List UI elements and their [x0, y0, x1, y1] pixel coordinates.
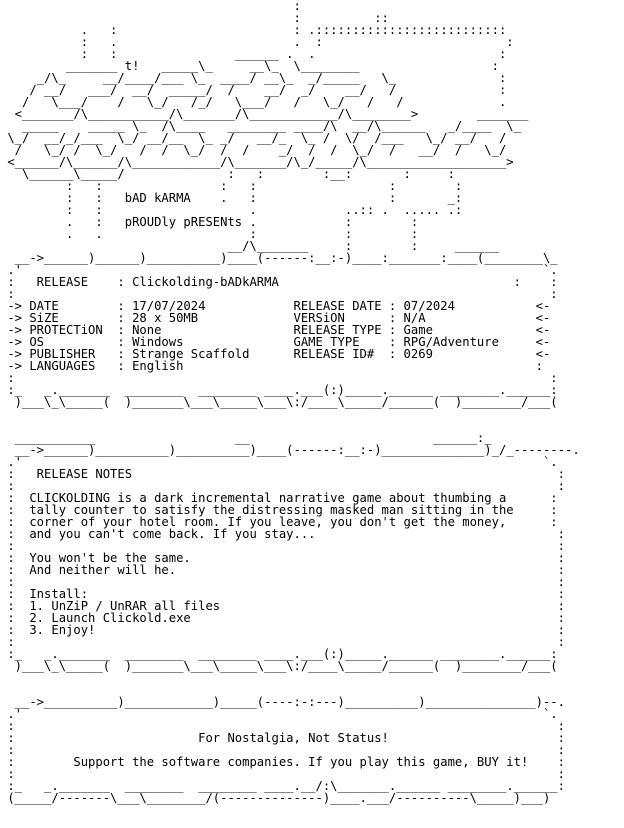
nfo-line: : 2. Launch Clickold.exe : [0, 611, 565, 625]
nfo-line: <______/\______/\____________/\_______/\_/_____/\___________________> [0, 155, 514, 169]
nfo-line: -> PROTECTiON : None RELEASE TYPE : Game <- [0, 323, 551, 337]
nfo-line: . : : .:::::::::::::::::::::::::: [0, 23, 507, 37]
nfo-line: : Install: : [0, 587, 565, 601]
nfo-line: / \___/ / \_/ /_/ \___/ / \_/ / / . [0, 95, 507, 109]
nfo-line: -> LANGUAGES : English : [0, 359, 543, 373]
nfo-line: __/\_______ : : ______ [0, 239, 499, 253]
nfo-line: : and you can't come back. If you stay... : [0, 527, 565, 541]
nfo-line: .' `. [0, 455, 558, 469]
nfo-line: : : . ..:: . ..... .: [0, 203, 463, 217]
nfo-line: : You won't be the same. : [0, 551, 565, 565]
nfo-line: :_ _._______ ________ ________ ____.___(:)_____.______ ________.______: [0, 383, 558, 397]
nfo-line: : :: [0, 11, 389, 25]
nfo-line: _____ _____ \_ /\____ ________ ____/\ __/\______ _/____ \_ [0, 119, 521, 133]
nfo-line: : : [0, 635, 565, 649]
nfo-line: __->______)______)__________)____(------:__:-)____:_______:____(________\_ [0, 251, 558, 265]
nfo-line: : : [0, 719, 565, 733]
nfo-line: : : [0, 539, 565, 553]
nfo-line: : : [0, 479, 565, 493]
nfo-line: _______ t! _____\_ __\_ \________ : [0, 59, 499, 73]
nfo-line: : : ______ . . : [0, 47, 507, 61]
nfo-line: : : : : : : [0, 179, 463, 193]
nfo-line: : : [0, 575, 565, 589]
nfo-line: : RELEASE NOTES : [0, 467, 565, 481]
nfo-line: .' `. [0, 263, 558, 277]
nfo-line: : . . : : [0, 35, 514, 49]
nfo-line: \_/ __/_/___ \_/ __/__ \_ _/ __/_ \_ / \/ /___ \_/ __/ / [0, 131, 507, 145]
nfo-line: ___________ __ ______:_ [0, 431, 492, 445]
nfo-line: :_ _._______ ________ ________ ____.___(:)_____.______ ________.______: [0, 647, 558, 661]
nfo-line: -> DATE : 17/07/2024 RELEASE DATE : 07/2024 <- [0, 299, 551, 313]
nfo-line: _/\_ __/____/___ \_ ____/ __\_ _/_____ \_ : [0, 71, 507, 85]
nfo-line: )___\_\_____( )_______\___\_____\___\:/____\_____/______( )________/___( [0, 659, 558, 673]
nfo-line: : : [0, 767, 565, 781]
nfo-line: )___\_\_____( )_______\___\_____\___\:/____\_____/______( )________/___( [0, 395, 558, 409]
nfo-line: (_____/-------\___\________/(--------------)____.___/----------\_____)___) [0, 791, 551, 805]
nfo-line: . : pROUDly pRESENts . : : [0, 215, 419, 229]
nfo-line: : 1. UnZiP / UnRAR all files : [0, 599, 565, 613]
nfo-line: .' `. [0, 707, 558, 721]
nfo-line: . . : : : [0, 227, 419, 241]
nfo-line: : : bAD kARMA . : : _: [0, 191, 463, 205]
nfo-line: / __/ ___/ __/ _____/ / __/ _/ __/ / : [0, 83, 507, 97]
nfo-line: : Support the software companies. If you play this game, BUY it! : [0, 755, 565, 769]
nfo-line: : tally counter to satisfy the distressing masked man sitting in the : [0, 503, 558, 517]
nfo-line: : RELEASE : Clickolding-bADkARMA : : [0, 275, 558, 289]
nfo-line: : corner of your hotel room. If you leave, you don't get the money, : [0, 515, 558, 529]
nfo-line: -> SiZE : 28 x 50MB VERSiON : N/A <- [0, 311, 551, 325]
nfo-line: \______\_____/ : : :__: : : [0, 167, 455, 181]
nfo-line [0, 672, 624, 684]
nfo-line: : [0, 0, 301, 13]
nfo-line: : 3. Enjoy! : [0, 623, 565, 637]
nfo-line: <_______/\___________/\_______/\____________/\________> _______ [0, 107, 529, 121]
nfo-line: : : [0, 743, 565, 757]
nfo-line: : CLICKOLDING is a dark incremental narrative game about thumbing a : [0, 491, 558, 505]
nfo-line: -> OS : Windows GAME TYPE : RPG/Adventure <- [0, 335, 551, 349]
nfo-line: :_ _._______ ________ ________ ____.__/:\_______.______ ________.______: [0, 779, 565, 793]
nfo-line [0, 408, 624, 420]
nfo-line: __->______)__________)__________)____(------:__:-)______________)_/_--------. [0, 443, 580, 457]
nfo-line: / \_/ / \_/ / / \_/ / / _/ / / \_/ / __/ / \_/ [0, 143, 507, 157]
nfo-line: __->__________)____________)_____(----:-:---)__________)_______________)--. [0, 695, 565, 709]
nfo-line: -> PUBLISHER : Strange Scaffold RELEASE ID# : 0269 <- [0, 347, 551, 361]
nfo-line: : : [0, 371, 558, 385]
nfo-line: : And neither will he. : [0, 563, 565, 577]
nfo-line: : : [0, 287, 558, 301]
nfo-line: : For Nostalgia, Not Status! : [0, 731, 565, 745]
